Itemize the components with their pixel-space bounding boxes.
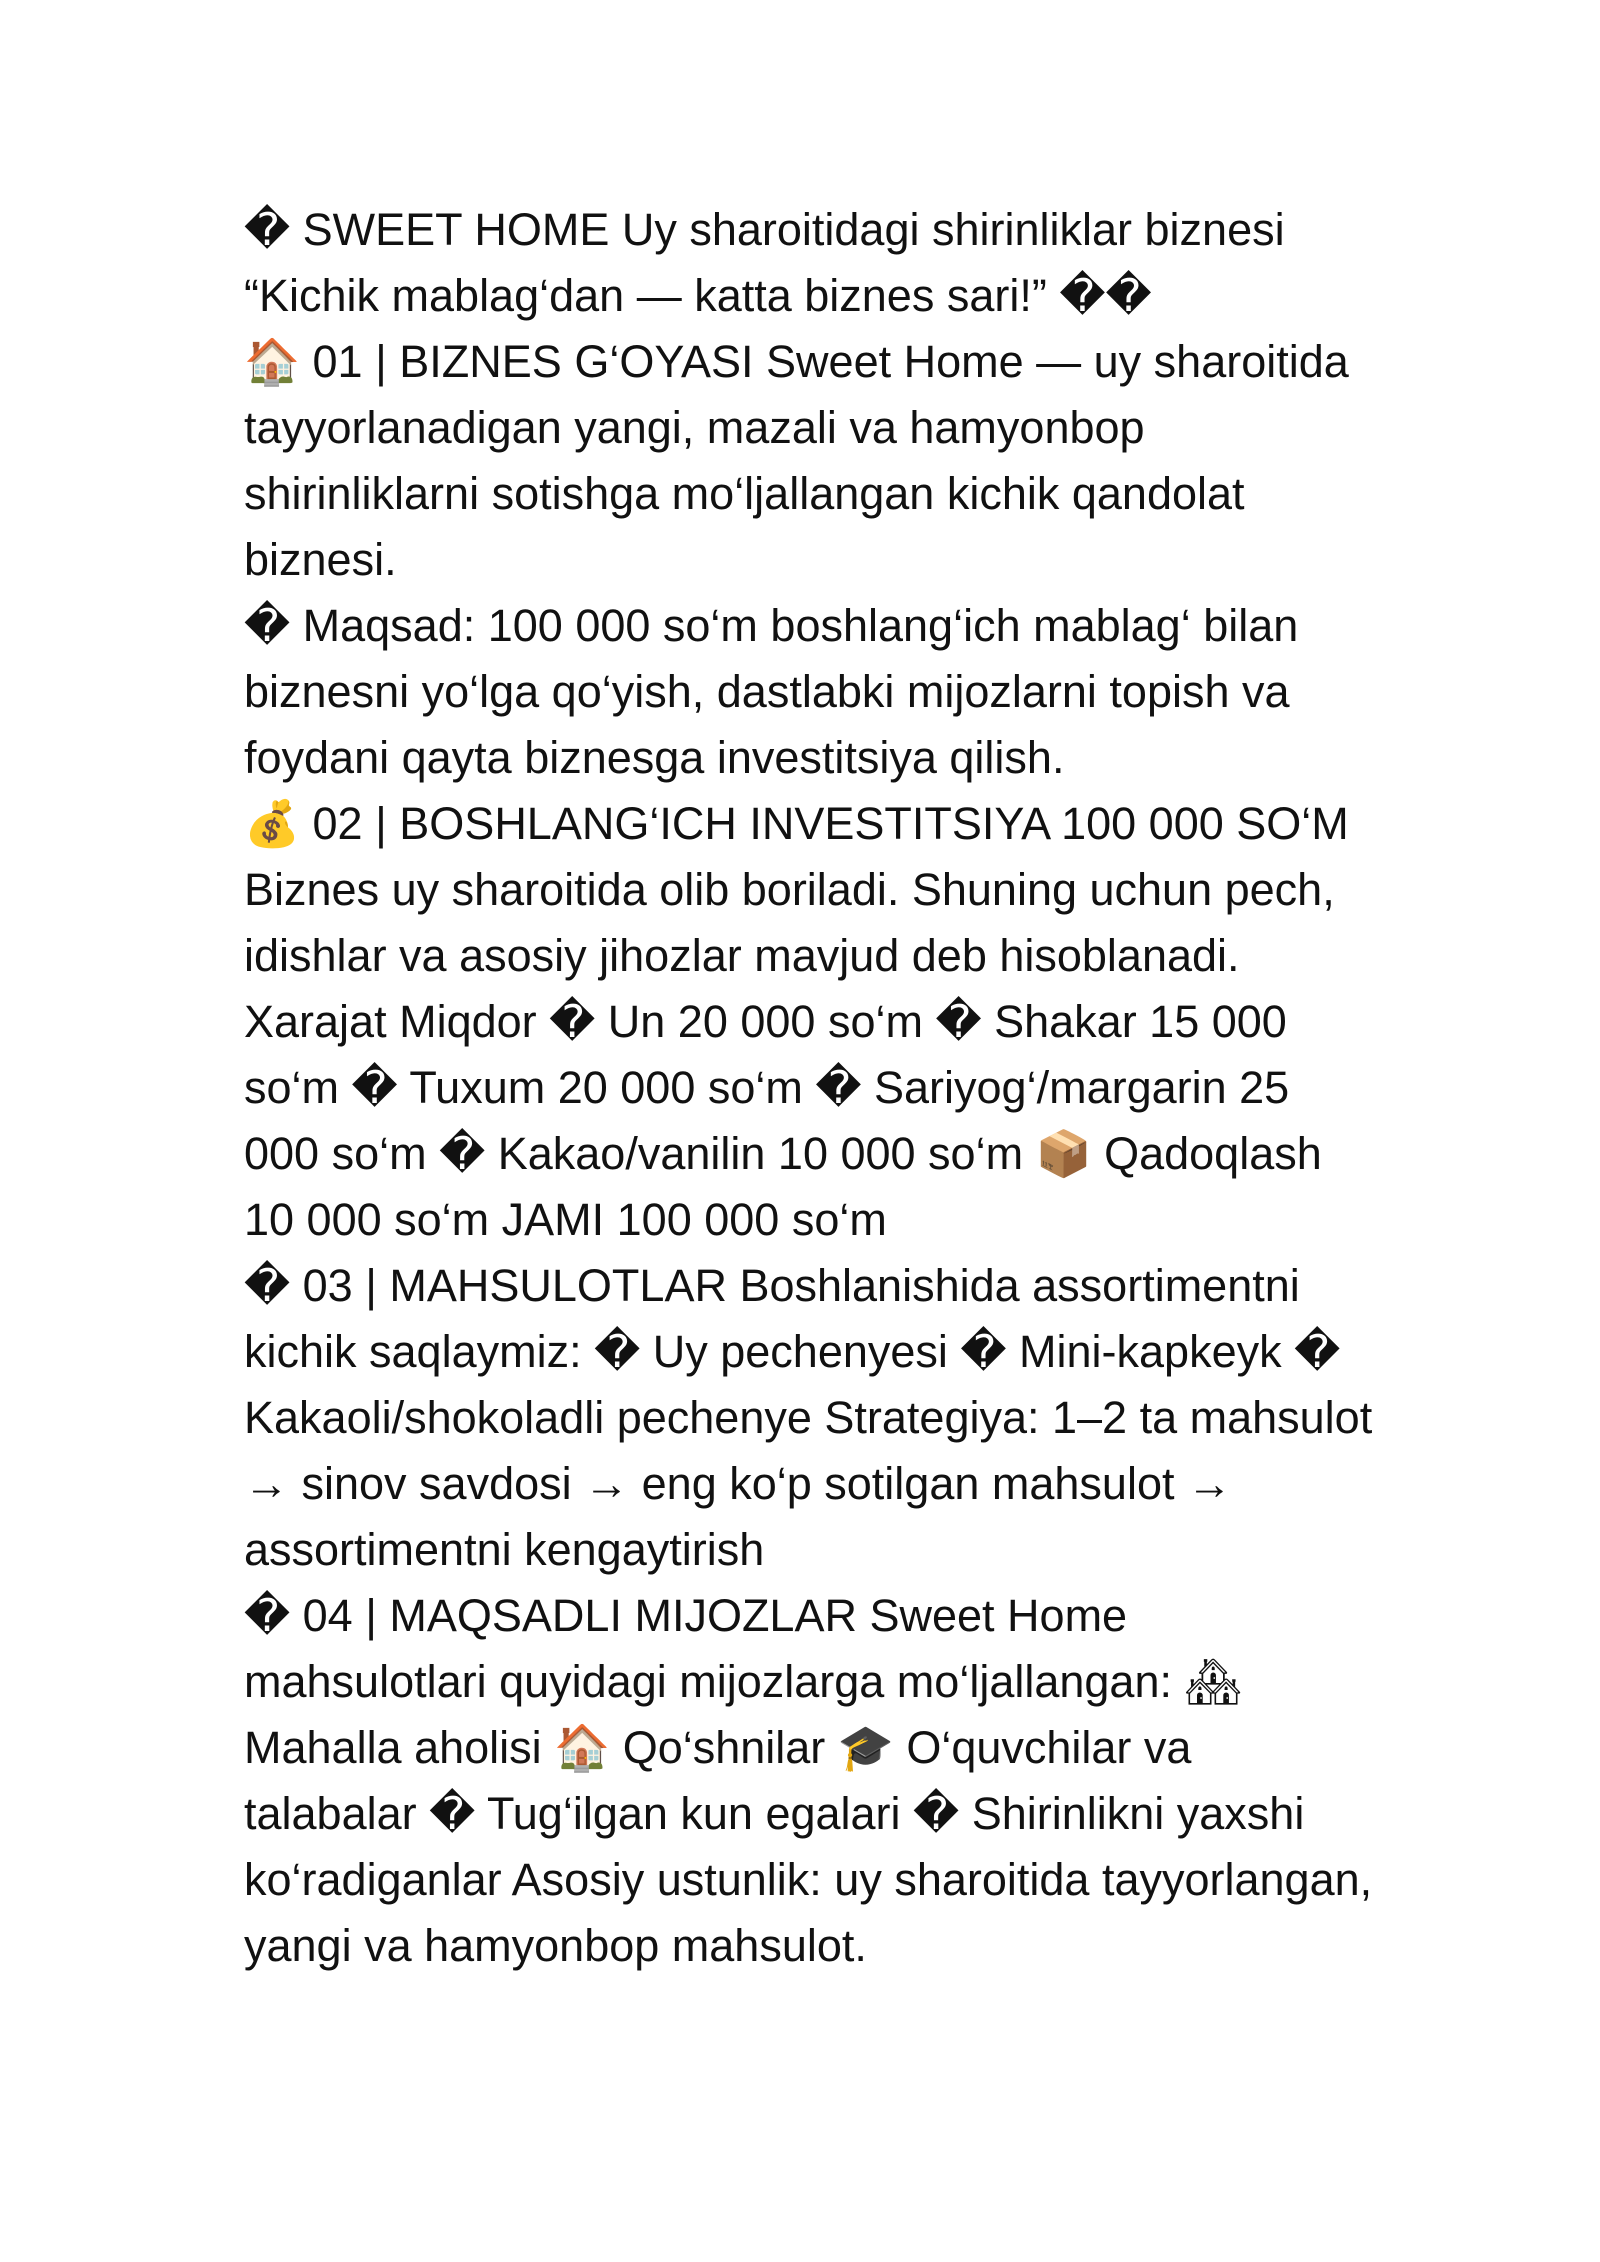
paragraph-business-idea: 🏠 01 | BIZNES G‘OYASI Sweet Home — uy sharoitida tayyorlanadigan yangi, mazali va hamyonbop shirinliklarni sotishga mo‘ljallangan kichik qandolat biznesi. bbox=[244, 336, 1349, 585]
paragraph-target-customers: � 04 | MAQSADLI MIJOZLAR Sweet Home mahsulotlari quyidagi mijozlarga mo‘ljallangan: 🏘 Mahalla aholisi 🏠 Qo‘shnilar 🎓 O‘quvchilar va talabalar � Tug‘ilgan kun egalari � Shirinlikni yaxshi ko‘radiganlar Asosiy ustunlik: uy sharoitida tayyorlangan, yangi va hamyonbop mahsulot. bbox=[244, 1590, 1373, 1971]
document-body bbox=[244, 197, 1374, 1979]
paragraph-title: � SWEET HOME Uy sharoitidagi shirinliklar biznesi “Kichik mablag‘dan — katta biznes sari!” �� bbox=[244, 204, 1285, 321]
paragraph-investment: 💰 02 | BOSHLANG‘ICH INVESTITSIYA 100 000 SO‘M Biznes uy sharoitida olib boriladi. Shuning uchun pech, idishlar va asosiy jihozlar mavjud deb hisoblanadi. Xarajat Miqdor � Un 20 000 so‘m � Shakar 15 000 so‘m � Tuxum 20 000 so‘m � Sariyog‘/margarin 25 000 so‘m � Kakao/vanilin 10 000 so‘m 📦 Qadoqlash 10 000 so‘m JAMI 100 000 so‘m bbox=[244, 798, 1349, 1245]
paragraph-products: � 03 | MAHSULOTLAR Boshlanishida assortimentni kichik saqlaymiz: � Uy pechenyesi � Mini-kapkeyk � Kakaoli/shokoladli pechenye Strategiya: 1–2 ta mahsulot → sinov savdosi → eng ko‘p sotilgan mahsulot → assortimentni kengaytirish bbox=[244, 1260, 1373, 1575]
paragraph-goal: � Maqsad: 100 000 so‘m boshlang‘ich mablag‘ bilan biznesni yo‘lga qo‘yish, dastlabki mijozlarni topish va foydani qayta biznesga investitsiya qilish. bbox=[244, 600, 1299, 783]
